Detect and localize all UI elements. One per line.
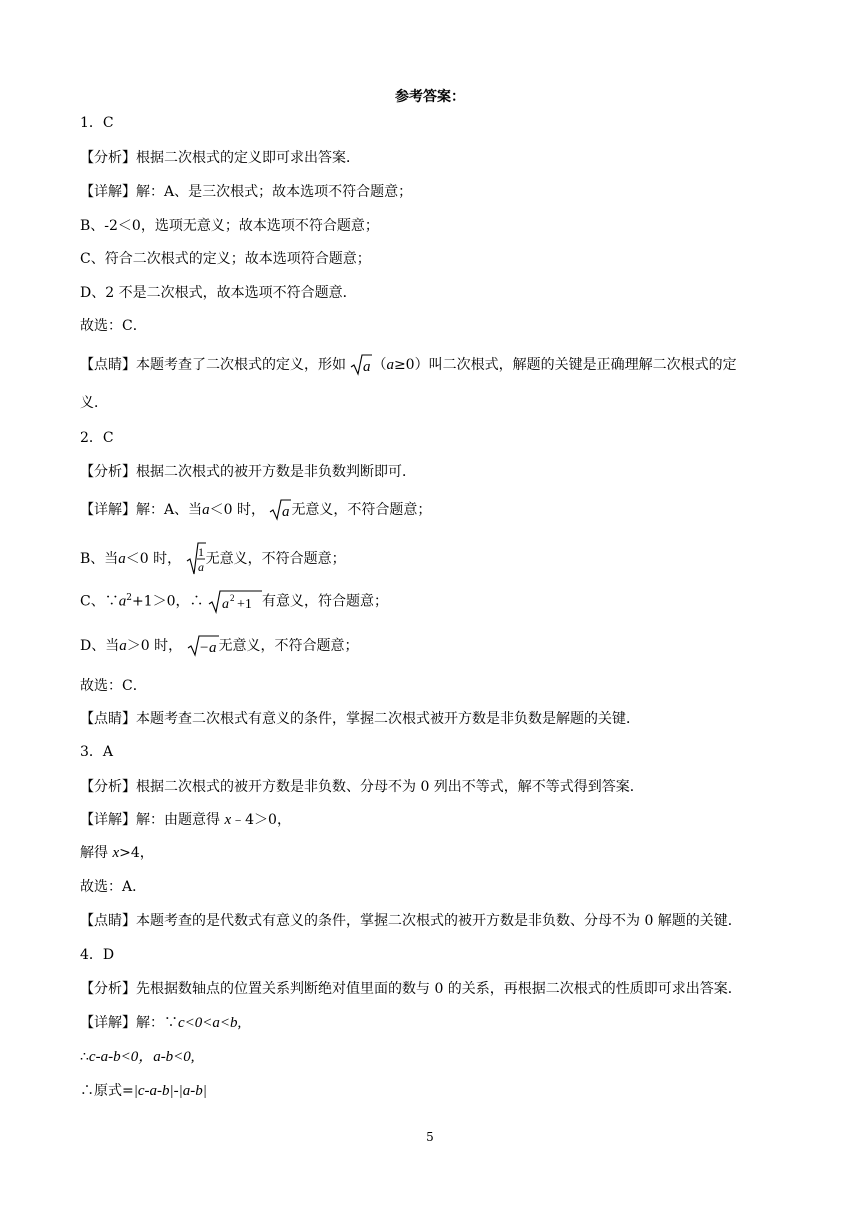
q2-c-pre: C、∵	[80, 593, 119, 610]
q3-detail-var: x	[224, 812, 232, 828]
q3-comment: 【点睛】本题考查的是代数式有意义的条件，掌握二次根式的被开方数是非负数、分母不为 0 解题的关键．	[80, 913, 742, 929]
q2-choice: 故选：C．	[80, 678, 147, 694]
sqrt-a-symbol	[269, 498, 291, 522]
q3-detail	[80, 810, 291, 830]
svg-text:2: 2	[229, 592, 235, 603]
answer-title: 参考答案：	[395, 89, 465, 105]
q3-solve-pre: 解得	[80, 845, 108, 861]
q4-line2-expr: c-a-b<0，a-b<0,	[88, 1049, 195, 1065]
q4-line3-expr: |c-a-b|-|a-b|	[133, 1083, 207, 1099]
q2-a-pre: 【详解】解：A、当	[80, 502, 203, 518]
q3-number: 3．A	[80, 744, 114, 760]
q1-comment-text-b: （	[372, 357, 387, 373]
q3-solve-var: x	[112, 845, 120, 861]
q2-d-var: a	[119, 638, 127, 654]
q2-b-pre: B、当	[80, 551, 119, 567]
q2-c-mid: +1＞0，∴	[131, 593, 204, 610]
q2-number: 2．C	[80, 430, 114, 446]
q2-b-mid: ＜0 时，	[125, 551, 182, 567]
svg-text:1: 1	[197, 545, 204, 559]
q3-analysis: 【分析】根据二次根式的被开方数是非负数、分母不为 0 列出不等式，解不等式得到答案．	[80, 779, 644, 795]
q1-comment-end: 义．	[80, 395, 108, 411]
q2-b-var: a	[118, 551, 126, 567]
q2-c-var: a	[118, 593, 127, 610]
q1-comment-var: a	[386, 357, 394, 373]
q4-detail-pre: 【详解】解：∵	[80, 1015, 178, 1031]
q3-choice: 故选：A．	[80, 879, 147, 895]
q2-comment: 【点睛】本题考查二次根式有意义的条件，掌握二次根式被开方数是非负数是解题的关键．	[80, 711, 640, 727]
q1-comment-text-c: ≥0）叫二次根式，解题的关键是正确理解二次根式的定	[393, 357, 737, 373]
svg-text:a: a	[208, 640, 217, 656]
q2-detail-b	[80, 541, 346, 577]
q4-line3	[80, 1081, 207, 1101]
q4-number: 4．D	[80, 947, 115, 963]
q4-line2-pre: ∴	[80, 1049, 89, 1065]
q3-solve-post: >4，	[119, 845, 154, 861]
q4-detail-expr: c<0<a<b,	[178, 1015, 242, 1031]
q1-choice: 故选：C．	[80, 318, 147, 334]
svg-text:a: a	[197, 560, 204, 574]
page-number: 5	[426, 1130, 434, 1144]
svg-text:a: a	[282, 504, 290, 520]
q2-a-post: 无意义，不符合题意；	[291, 502, 432, 518]
q2-d-mid: ＞0 时，	[126, 638, 183, 654]
svg-text:a: a	[363, 359, 371, 375]
svg-text:−: −	[199, 640, 209, 656]
q1-analysis: 【分析】根据二次根式的定义即可求出答案．	[80, 150, 360, 166]
q2-analysis: 【分析】根据二次根式的被开方数是非负数判断即可．	[80, 464, 416, 480]
q4-detail	[80, 1013, 241, 1033]
q2-a-mid: ＜0 时，	[209, 502, 265, 518]
q3-detail-pre: 【详解】解：由题意得	[80, 812, 220, 828]
q2-c-exp: 2	[126, 593, 132, 603]
q1-detail-a: 【详解】解：A、是三次根式；故本选项不符合题意；	[80, 184, 413, 200]
q4-line3-pre: ∴原式=	[80, 1083, 134, 1099]
q1-detail-d: D、2 不是二次根式，故本选项不符合题意．	[80, 285, 357, 301]
q2-a-var: a	[202, 502, 210, 518]
q1-detail-c: C、符合二次根式的定义；故本选项符合题意；	[80, 251, 371, 267]
q2-detail-a	[80, 498, 431, 522]
q3-solve	[80, 843, 154, 863]
q4-line2	[80, 1047, 195, 1067]
q2-d-post: 无意义，不符合题意；	[218, 638, 359, 654]
q2-b-post: 无意义，不符合题意；	[205, 551, 346, 567]
q1-detail-b: B、-2＜0，选项无意义；故本选项不符合题意；	[80, 218, 379, 234]
q2-c-post: 有意义，符合题意；	[261, 593, 388, 610]
sqrt-a-squared-plus-one-symbol	[208, 589, 262, 615]
svg-text:+1: +1	[236, 596, 252, 612]
sqrt-one-over-a-symbol	[186, 541, 206, 577]
sqrt-neg-a-symbol	[187, 634, 219, 658]
q3-detail-post: ﹣4＞0，	[231, 812, 291, 828]
q1-comment	[80, 353, 737, 377]
q4-analysis: 【分析】先根据数轴点的位置关系判断绝对值里面的数与 0 的关系，再根据二次根式的性质即可求出答案．	[80, 981, 742, 997]
q2-detail-c	[80, 588, 388, 615]
svg-text:a: a	[221, 596, 229, 612]
sqrt-a-symbol	[350, 353, 372, 377]
q1-number: 1．C	[80, 115, 114, 131]
q2-d-pre: D、当	[80, 638, 120, 654]
q1-comment-text-a: 【点睛】本题考查了二次根式的定义，形如	[80, 357, 346, 373]
q2-detail-d	[80, 634, 359, 658]
